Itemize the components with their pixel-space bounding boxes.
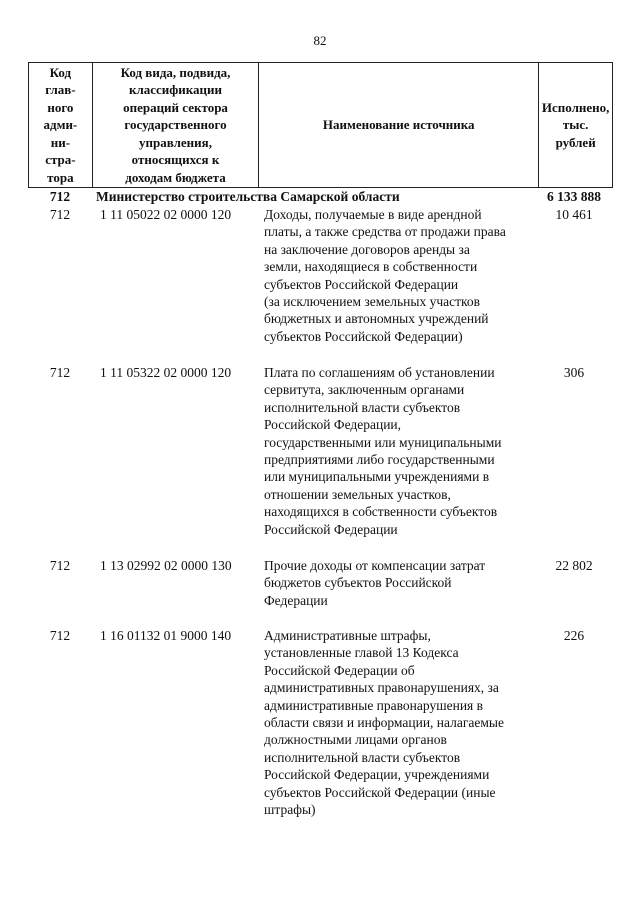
row-classification-code: 1 11 05322 02 0000 120 — [100, 365, 232, 380]
header-admin-code: Код глав- ного адми- ни- стра- тора — [29, 63, 93, 187]
row-admin-code: 712 — [49, 365, 71, 380]
row-admin-code: 712 — [49, 558, 71, 573]
ministry-code: 712 — [49, 189, 71, 204]
row-description: Плата по соглашениям об установлении сервитута, заключенным органами исполнительной власти субъектов Российской Федерации, государственными или муниципальными предприятиями либо государственными или муниципальными учреждениями в отношении земельных участков, находящихся в собственности субъектов Российской Федерации — [264, 365, 502, 537]
row-amount: 22 802 — [555, 558, 593, 573]
header-classification-code: Код вида, подвида, классификации операций сектора государственного управления, относящихся к доходам бюджета — [93, 63, 259, 187]
table-header — [28, 62, 613, 188]
ministry-name: Министерство строительства Самарской области — [96, 189, 400, 204]
row-description: Прочие доходы от компенсации затрат бюджетов субъектов Российской Федерации — [264, 558, 486, 608]
ministry-amount: 6 133 888 — [547, 189, 601, 204]
header-source-name: Наименование источника — [259, 63, 539, 187]
row-description: Доходы, получаемые в виде арендной платы, а также средства от продажи права на заключение договоров аренды за земли, находящиеся в собственности субъектов Российской Федерации (за исключением земельных участков бюджетных и автономных учреждений субъектов Российской Федерации) — [264, 207, 506, 344]
header-executed-amount: Исполнено, тыс. рублей — [541, 99, 610, 150]
row-amount: 306 — [563, 365, 585, 380]
row-description: Административные штрафы, установленные главой 13 Кодекса Российской Федерации об административных правонарушениях, за административные правонарушения в области связи и информации, налагаемые должностными лицами органов исполнительной власти субъектов Российской Федерации, учреждениями субъектов Российской Федерации (иные штрафы) — [264, 628, 504, 818]
row-amount: 226 — [563, 628, 585, 643]
row-amount: 10 461 — [555, 207, 593, 222]
row-admin-code: 712 — [49, 207, 71, 222]
page-number: 82 — [313, 33, 327, 48]
row-classification-code: 1 13 02992 02 0000 130 — [100, 558, 232, 573]
ministry-row — [28, 187, 613, 206]
row-admin-code: 712 — [49, 628, 71, 643]
row-classification-code: 1 11 05022 02 0000 120 — [100, 207, 232, 222]
row-classification-code: 1 16 01132 01 9000 140 — [100, 628, 232, 643]
